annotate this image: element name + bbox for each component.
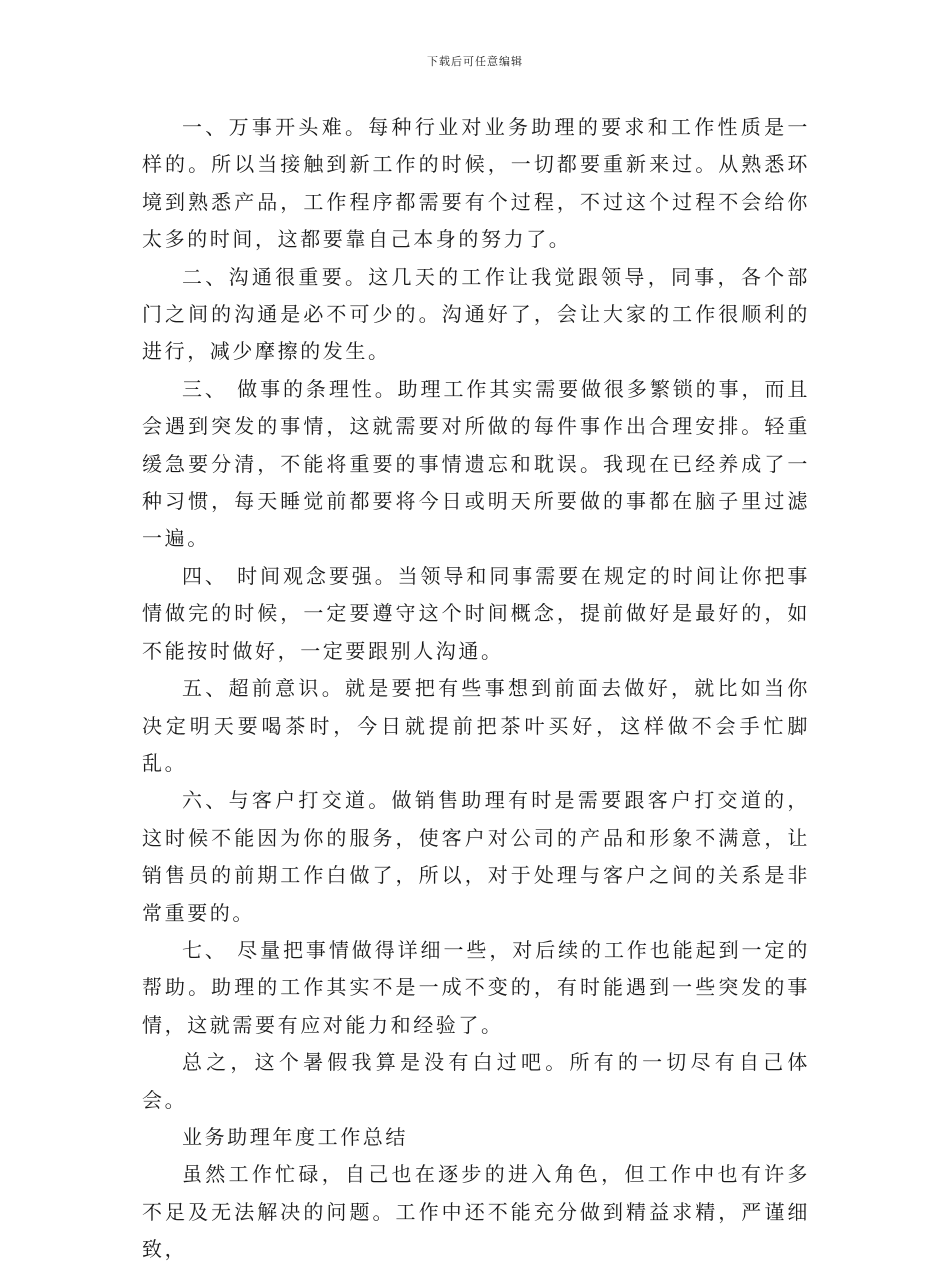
paragraph-6: 六、与客户打交道。做销售助理有时是需要跟客户打交道的，这时候不能因为你的服务，使客户对公司的产品和形象不满意，让销售员的前期工作白做了，所以，对于处理与客户之间的关系是非常重要的。: [142, 788, 810, 925]
paragraph-4: 四、 时间观念要强。当领导和同事需要在规定的时间让你把事情做完的时候，一定要遵守这个时间概念，提前做好是最好的，如不能按时做好，一定要跟别人沟通。: [142, 563, 810, 663]
document-body: [142, 109, 810, 1269]
paragraph-report-intro: 虽然工作忙碌，自己也在逐步的进入角色，但工作中也有许多不足及无法解决的问题。工作中还不能充分做到精益求精，严谨细致，: [142, 1162, 810, 1262]
paragraph-7: 七、 尽量把事情做得详细一些，对后续的工作也能起到一定的帮助。助理的工作其实不是一成不变的，有时能遇到一些突发的事情，这就需要有应对能力和经验了。: [142, 937, 810, 1037]
page-header: 下载后可任意编辑: [427, 55, 523, 68]
paragraph-5: 五、超前意识。就是要把有些事想到前面去做好，就比如当你决定明天要喝茶时，今日就提前把茶叶买好，这样做不会手忙脚乱。: [142, 676, 810, 775]
section-title: 业务助理年度工作总结: [182, 1124, 408, 1149]
paragraph-summary: 总之，这个暑假我算是没有白过吧。所有的一切尽有自己体会。: [142, 1050, 810, 1112]
paragraph-1: 一、万事开头难。每种行业对业务助理的要求和工作性质是一样的。所以当接触到新工作的时候，一切都要重新来过。从熟悉环境到熟悉产品，工作程序都需要有个过程，不过这个过程不会给你太多的时间，这都要靠自己本身的努力了。: [142, 115, 810, 252]
paragraph-2: 二、沟通很重要。这几天的工作让我觉跟领导，同事，各个部门之间的沟通是必不可少的。沟通好了，会让大家的工作很顺利的进行，减少摩擦的发生。: [142, 264, 810, 364]
paragraph-3: 三、 做事的条理性。助理工作其实需要做很多繁锁的事，而且会遇到突发的事情，这就需要对所做的每件事作出合理安排。轻重缓急要分清，不能将重要的事情遗忘和耽误。我现在已经养成了一种习惯，每天睡觉前都要将今日或明天所要做的事都在脑子里过滤一遍。: [142, 376, 810, 551]
